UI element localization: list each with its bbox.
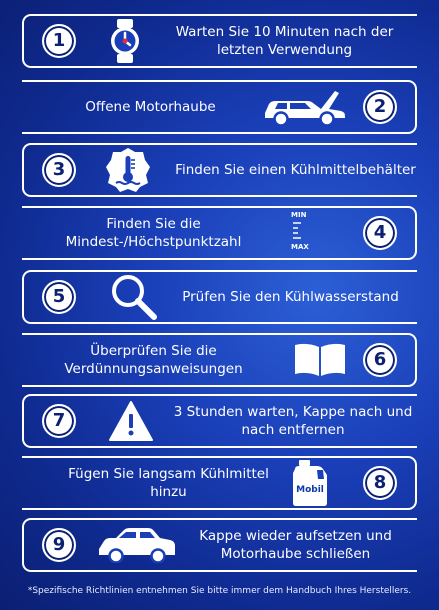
step-text: Überprüfen Sie die Verdünnungsanweisungen bbox=[64, 343, 243, 377]
step-text: Offene Motorhaube bbox=[85, 99, 216, 115]
step-number: 9 bbox=[42, 528, 76, 562]
step-number: 3 bbox=[42, 153, 76, 187]
magnifier-icon bbox=[110, 273, 158, 321]
mobil-bottle-icon bbox=[291, 459, 329, 507]
step-text: 3 Stunden warten, Kappe nach und nach entfernen bbox=[173, 404, 413, 438]
gauge-max-label: MAX bbox=[291, 243, 309, 251]
watch-icon bbox=[108, 18, 142, 64]
step-3 bbox=[22, 143, 417, 197]
step-text: Kappe wieder aufsetzen und Motorhaube schließen bbox=[199, 528, 392, 562]
step-number: 4 bbox=[363, 216, 397, 250]
step-text: Prüfen Sie den Kühlwasserstand bbox=[182, 289, 399, 305]
gauge-min-label: MIN bbox=[291, 211, 307, 219]
step-number: 8 bbox=[363, 466, 397, 500]
step-6 bbox=[22, 333, 417, 387]
min-max-gauge-icon bbox=[291, 211, 321, 255]
step-text: Fügen Sie langsam Kühlmittel hinzu bbox=[68, 466, 269, 500]
step-9 bbox=[22, 518, 417, 572]
step-4 bbox=[22, 206, 417, 260]
car-open-hood-icon bbox=[261, 87, 349, 127]
step-text: Warten Sie 10 Minuten nach der letzten Verwendung bbox=[175, 24, 394, 58]
step-number: 6 bbox=[363, 343, 397, 377]
step-number: 2 bbox=[363, 90, 397, 124]
step-2 bbox=[22, 80, 417, 134]
footnote: *Spezifische Richtlinien entnehmen Sie bitte immer dem Handbuch Ihres Herstellers. bbox=[27, 586, 412, 596]
warning-icon bbox=[108, 400, 154, 442]
car-icon bbox=[96, 527, 178, 563]
coolant-reservoir-icon bbox=[104, 146, 152, 194]
step-text: Finden Sie einen Kühlmittelbehälter bbox=[175, 162, 416, 178]
step-text: Finden Sie die Mindest-/Höchstpunktzahl bbox=[65, 216, 242, 250]
step-1 bbox=[22, 14, 417, 68]
step-number: 1 bbox=[42, 24, 76, 58]
step-5 bbox=[22, 270, 417, 324]
step-8 bbox=[22, 456, 417, 510]
step-number: 5 bbox=[42, 280, 76, 314]
step-7 bbox=[22, 394, 417, 448]
bottle-brand-label: Mobil bbox=[296, 485, 324, 495]
step-number: 7 bbox=[42, 404, 76, 438]
open-book-icon bbox=[293, 342, 347, 378]
